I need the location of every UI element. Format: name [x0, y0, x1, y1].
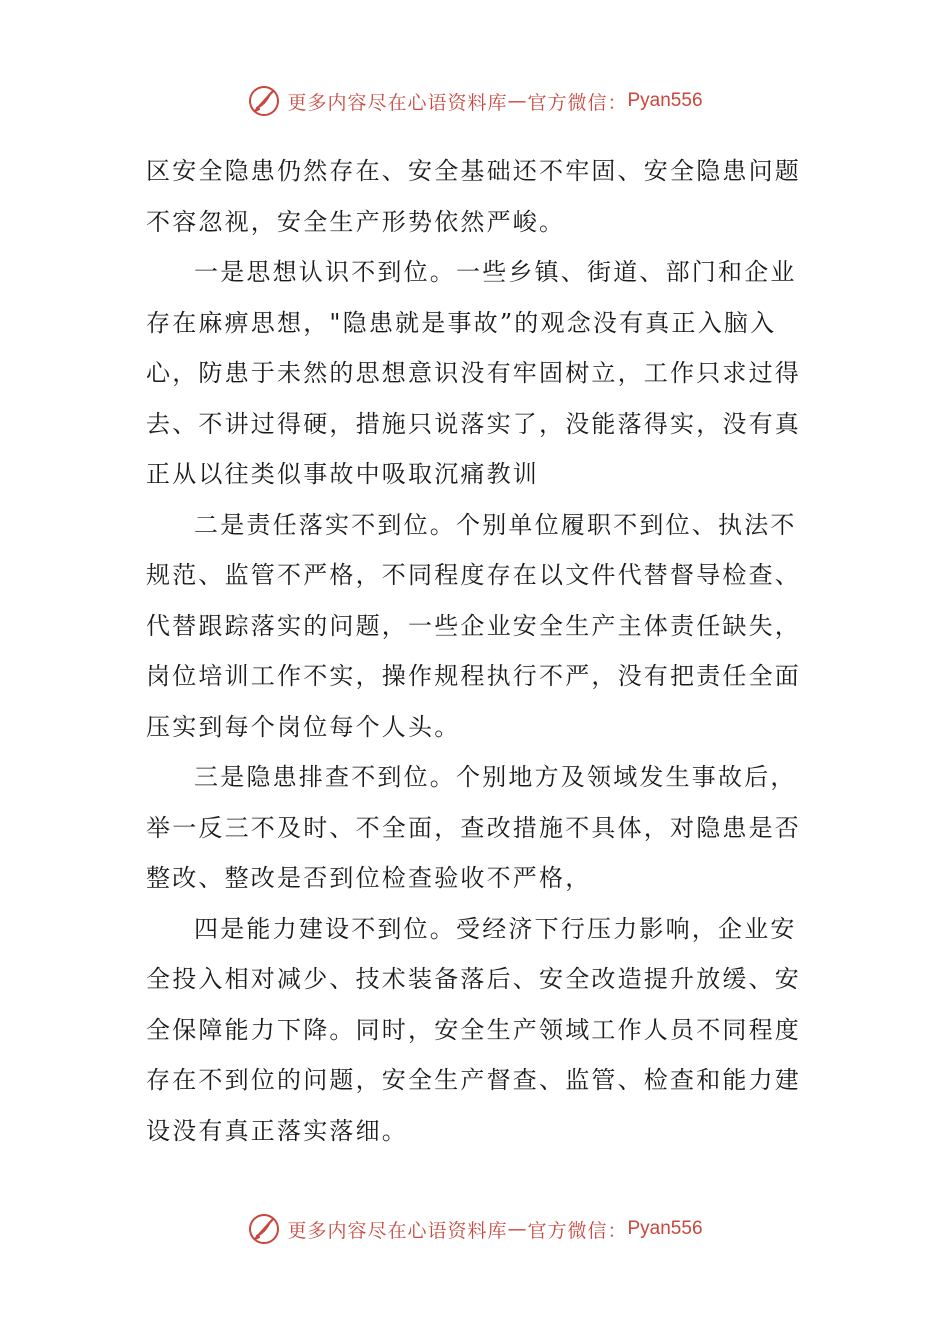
banner-id-text: Pyan556: [627, 90, 703, 111]
header-banner: [0, 84, 950, 118]
paragraph-responsibility: 二是责任落实不到位。个别单位履职不到位、执法不规范、监管不严格，不同程度存在以文件代替督导检查、代替跟踪落实的问题，一些企业安全生产主体责任缺失，岗位培训工作不实，操作规程执行不严，没有把责任全面压实到每个岗位每个人头。: [146, 510, 801, 741]
banner-main-text: 更多内容尽在心语资料库: [287, 91, 508, 114]
feather-pen-icon: [247, 84, 281, 118]
banner-sub-text: 官方微信：: [527, 91, 628, 114]
banner-main-text: 更多内容尽在心语资料库: [287, 1219, 508, 1242]
document-body: [146, 146, 806, 1156]
paragraph-continuation: 区安全隐患仍然存在、安全基础还不牢固、安全隐患问题不容忽视，安全生产形势依然严峻。: [146, 157, 801, 236]
banner-id-text: Pyan556: [627, 1218, 703, 1239]
banner-dash: —: [507, 90, 528, 112]
paragraph-hazard-check: 三是隐患排查不到位。个别地方及领域发生事故后，举一反三不及时、不全面，查改措施不具体，对隐患是否整改、整改是否到位检查验收不严格，: [146, 763, 801, 892]
banner-dash: —: [507, 1218, 528, 1240]
feather-pen-icon: [247, 1212, 281, 1246]
banner-sub-text: 官方微信：: [527, 1219, 628, 1242]
paragraph-ideology: 一是思想认识不到位。一些乡镇、街道、部门和企业存在麻痹思想，"隐患就是事故”的观念没有真正入脑入心，防患于未然的思想意识没有牢固树立，工作只求过得去、不讲过得硬，措施只说落实了，没能落得实，没有真正从以往类似事故中吸取沉痛教训: [146, 258, 801, 488]
paragraph-capacity: 四是能力建设不到位。受经济下行压力影响，企业安全投入相对减少、技术装备落后、安全改造提升放缓、安全保障能力下降。同时，安全生产领域工作人员不同程度存在不到位的问题，安全生产督查、监管、检查和能力建设没有真正落实落细。: [146, 914, 801, 1145]
footer-banner: [0, 1212, 950, 1246]
